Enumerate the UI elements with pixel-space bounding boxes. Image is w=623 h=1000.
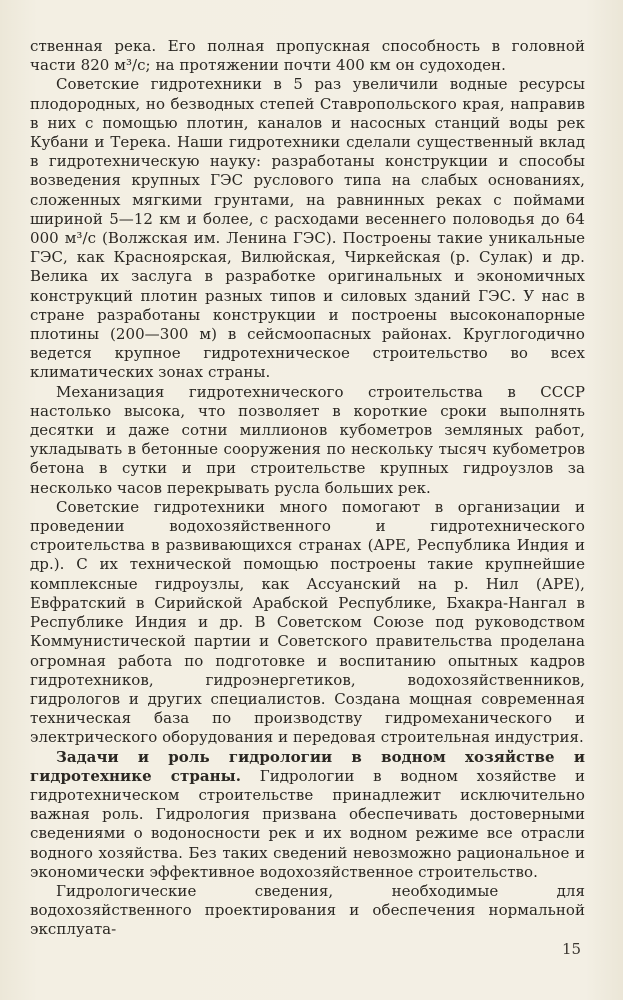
paragraph-hydrotechnics-achievements: Советские гидротехники в 5 раз увеличили водные ресурсы плодородных, но безводных степей Ставропольского края, направив в них с помощью плотин, каналов и насосных станций воды рек Кубани и Терека. Наши гидротехники сделали существенный вклад в гидротехническую науку: разработаны конструкции и способы возведения крупных ГЭС руслового типа на слабых основаниях, сложенных мягкими грунтами, на равнинных реках с поймами шириной 5—12 км и более, с расходами весеннего половодья до 64 000 м³/с (Волжская им. Ленина ГЭС). Построены такие уникальные ГЭС, как Красноярская, Вилюйская, Чиркейская (р. Сулак) и др. Велика их заслуга в разработке оригинальных и экономичных конструкций плотин разных типов и силовых зданий ГЭС. У нас в стране разработаны конструкции и построены высоконапорные плотины (200—300 м) в сейсмоопасных районах. Круглогодично ведется крупное гидротехническое строительство во всех климатических зонах страны. <box>30 75 585 382</box>
section-heading: Задачи и роль гидрологии в водном хозяйстве и гидротехнике страны. <box>30 747 585 785</box>
paragraph-hydrology-role <box>30 748 585 882</box>
paragraph-continuation: ственная река. Его полная пропускная способность в головной части 820 м³/с; на протяжении почти 400 км он судоходен. <box>30 37 585 75</box>
page-number: 15 <box>562 940 582 958</box>
paragraph-mechanization: Механизация гидротехнического строительства в СССР настолько высока, что позволяет в короткие сроки выполнять десятки и даже сотни миллионов кубометров земляных работ, укладывать в бетонные сооружения по нескольку тысяч кубометров бетона в сутки и при строительстве крупных гидроузлов за несколько часов перекрывать русла больших рек. <box>30 382 585 497</box>
section-heading-text: Гидрологии в водном хозяйстве и гидротехническом строительстве принадлежит исключительно важная роль. Гидрология призвана обеспечивать достоверными сведениями о водоносности рек и их водном режиме все отрасли водного хозяйства. Без таких сведений невозможно рациональное и экономически эффективное водохозяйственное строительство. <box>30 766 585 881</box>
paragraph-hydrological-data: Гидрологические сведения, необходимые для водохозяйственного проектирования и обеспечения нормальной эксплуата- <box>30 881 585 939</box>
paragraph-international-help: Советские гидротехники много помогают в организации и проведении водохозяйственного и гидротехнического строительства в развивающихся странах (АРЕ, Республика Индия и др.). С их технической помощью построены такие крупнейшие комплексные гидроузлы, как Ассуанский на р. Нил (АРЕ), Евфратский в Сирийской Арабской Республике, Бхакра-Нангал в Республике Индия и др. В Советском Союзе под руководством Коммунистической партии и Советского правительства проделана огромная работа по подготовке и воспитанию опытных кадров гидротехников, гидроэнергетиков, водохозяйственников, гидрологов и других специалистов. Создана мощная современная техническая база по производству гидромеханического и электрического оборудования и передовая строительная индустрия. <box>30 497 585 747</box>
body-text <box>30 37 585 940</box>
